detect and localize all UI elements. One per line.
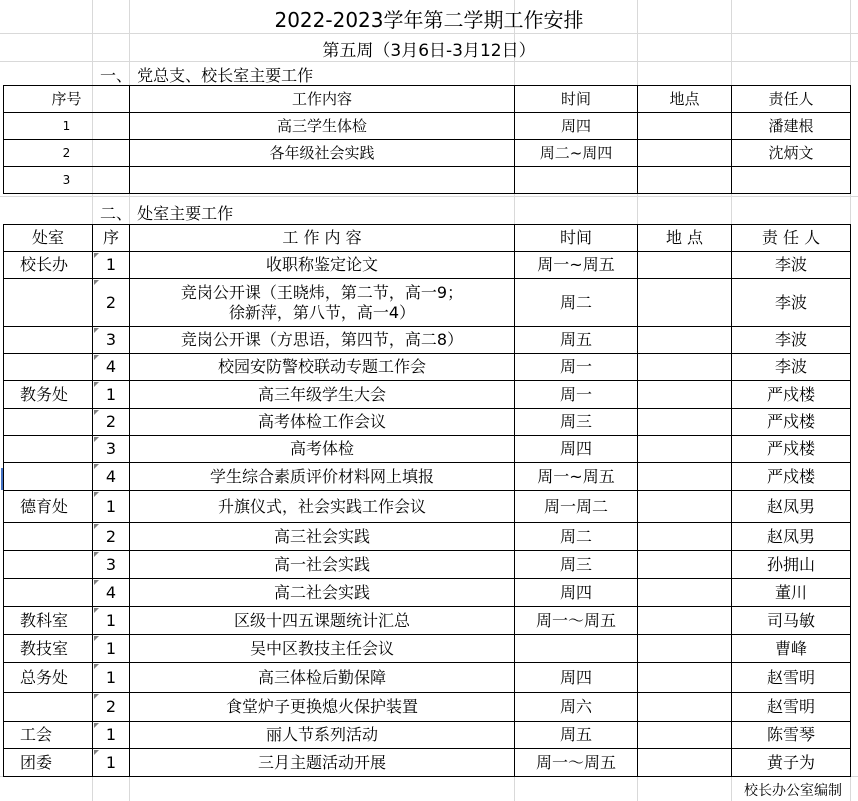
cell-owner[interactable]: 曹峰 — [732, 635, 851, 663]
cell-time[interactable]: 周一～周五 — [515, 749, 638, 777]
table-row[interactable] — [4, 693, 851, 722]
cell-owner[interactable]: 严戍楼 — [732, 463, 851, 491]
cell-seq[interactable]: 4 — [93, 579, 130, 607]
cell-dept[interactable]: 教务处 — [4, 381, 93, 409]
cell-dept[interactable] — [4, 436, 93, 463]
cell-owner[interactable]: 李波 — [732, 252, 851, 279]
cell-time[interactable]: 周四 — [515, 579, 638, 607]
table-row[interactable] — [4, 491, 851, 523]
cell-owner[interactable] — [732, 167, 851, 194]
cell-place[interactable] — [638, 693, 732, 722]
cell-place[interactable] — [638, 579, 732, 607]
cell-place[interactable] — [638, 436, 732, 463]
cell-time[interactable]: 周二 — [515, 523, 638, 551]
cell-time[interactable]: 周二 — [515, 279, 638, 327]
cell-content[interactable]: 学生综合素质评价材料网上填报 — [130, 463, 515, 491]
cell-content[interactable] — [130, 167, 515, 194]
header-seq: 序号 — [4, 86, 130, 113]
cell-content[interactable]: 高一社会实践 — [130, 551, 515, 579]
cell-dept[interactable]: 德育处 — [4, 491, 93, 523]
cell-owner[interactable]: 李波 — [732, 327, 851, 354]
header-seq: 序 — [93, 225, 130, 252]
cell-owner[interactable]: 李波 — [732, 279, 851, 327]
footer-credit: 校长办公室编制 — [744, 783, 842, 799]
table-row[interactable] — [4, 409, 851, 436]
cell-time[interactable]: 周三 — [515, 409, 638, 436]
cell-content[interactable]: 各年级社会实践 — [130, 140, 515, 167]
table-row[interactable] — [4, 140, 851, 167]
leadership-work-table — [3, 85, 851, 194]
header-place: 地 点 — [638, 225, 732, 252]
cell-dept[interactable] — [4, 463, 93, 491]
cell-owner[interactable]: 潘建根 — [732, 113, 851, 140]
cell-place[interactable] — [638, 635, 732, 663]
table-row[interactable] — [4, 607, 851, 635]
cell-time[interactable]: 周四 — [515, 436, 638, 463]
cell-seq[interactable]: 3 — [93, 436, 130, 463]
cell-place[interactable] — [638, 463, 732, 491]
cell-place[interactable] — [638, 252, 732, 279]
cell-time[interactable]: 周一~周五 — [515, 252, 638, 279]
cell-content-line1: 竞岗公开课（王晓炜，第二节，高一9； — [180, 282, 464, 302]
cell-seq[interactable]: 4 — [93, 354, 130, 381]
cell-place[interactable] — [638, 607, 732, 635]
cell-content[interactable]: 区级十四五课题统计汇总 — [130, 607, 515, 635]
cell-content[interactable]: 丽人节系列活动 — [130, 722, 515, 749]
cell-seq[interactable]: 2 — [93, 693, 130, 722]
cell-time[interactable]: 周六 — [515, 693, 638, 722]
cell-place[interactable] — [638, 663, 732, 693]
cell-seq[interactable]: 1 — [93, 607, 130, 635]
table-row[interactable] — [4, 463, 851, 491]
cell-content[interactable]: 校园安防警校联动专题工作会 — [130, 354, 515, 381]
cell-dept[interactable]: 团委 — [4, 749, 93, 777]
cell-seq[interactable]: 1 — [93, 252, 130, 279]
cell-owner[interactable]: 赵凤男 — [732, 523, 851, 551]
cell-dept[interactable] — [4, 327, 93, 354]
cell-content[interactable]: 升旗仪式，社会实践工作会议 — [130, 491, 515, 523]
cell-place[interactable] — [638, 749, 732, 777]
cell-owner[interactable]: 赵雪明 — [732, 693, 851, 722]
cell-dept[interactable] — [4, 409, 93, 436]
cell-time[interactable]: 周五 — [515, 327, 638, 354]
header-time: 时间 — [515, 86, 638, 113]
cell-time[interactable] — [515, 167, 638, 194]
cell-place[interactable] — [638, 551, 732, 579]
cell-content[interactable]: 食堂炉子更换熄火保护装置 — [130, 693, 515, 722]
cell-owner[interactable]: 陈雪琴 — [732, 722, 851, 749]
header-owner: 责 任 人 — [732, 225, 851, 252]
table-header-row — [4, 225, 851, 252]
table-row[interactable] — [4, 722, 851, 749]
header-time: 时间 — [515, 225, 638, 252]
cell-time[interactable]: 周一～周五 — [515, 607, 638, 635]
cell-seq[interactable]: 1 — [4, 113, 130, 140]
cell-dept[interactable] — [4, 579, 93, 607]
header-content: 工作内容 — [130, 86, 515, 113]
cell-content[interactable]: 高考体检工作会议 — [130, 409, 515, 436]
cell-place[interactable] — [638, 409, 732, 436]
cell-content[interactable] — [130, 279, 515, 327]
table-header-row — [4, 86, 851, 113]
cell-time[interactable]: 周一~周五 — [515, 463, 638, 491]
cell-place[interactable] — [638, 140, 732, 167]
cell-seq[interactable]: 4 — [93, 463, 130, 491]
department-work-table — [3, 224, 851, 777]
cell-seq[interactable]: 1 — [93, 635, 130, 663]
cell-seq[interactable]: 1 — [93, 381, 130, 409]
table-row[interactable] — [4, 663, 851, 693]
cell-dept[interactable] — [4, 279, 93, 327]
cell-content[interactable]: 高二社会实践 — [130, 579, 515, 607]
cell-content[interactable]: 收职称鉴定论文 — [130, 252, 515, 279]
cell-time[interactable] — [515, 635, 638, 663]
table-row[interactable] — [4, 113, 851, 140]
cell-seq[interactable]: 2 — [93, 279, 130, 327]
cell-place[interactable] — [638, 722, 732, 749]
table-row[interactable] — [4, 579, 851, 607]
table-row[interactable] — [4, 167, 851, 194]
row-selection-marker — [1, 468, 3, 490]
cell-content[interactable]: 高三年级学生大会 — [130, 381, 515, 409]
cell-time[interactable]: 周一周二 — [515, 491, 638, 523]
page-title: 2022-2023学年第二学期工作安排 — [274, 8, 584, 32]
cell-owner[interactable]: 赵雪明 — [732, 663, 851, 693]
cell-dept[interactable] — [4, 354, 93, 381]
cell-content[interactable]: 吴中区教技主任会议 — [130, 635, 515, 663]
cell-owner[interactable]: 赵凤男 — [732, 491, 851, 523]
cell-place[interactable] — [638, 523, 732, 551]
cell-content[interactable]: 高三学生体检 — [130, 113, 515, 140]
cell-content[interactable]: 竞岗公开课（方思语，第四节，高二8） — [130, 327, 515, 354]
cell-place[interactable] — [638, 354, 732, 381]
table-row[interactable] — [4, 551, 851, 579]
cell-time[interactable]: 周一 — [515, 354, 638, 381]
table-row[interactable] — [4, 354, 851, 381]
cell-dept[interactable]: 教技室 — [4, 635, 93, 663]
cell-dept[interactable]: 总务处 — [4, 663, 93, 693]
cell-dept[interactable] — [4, 551, 93, 579]
table-row[interactable] — [4, 327, 851, 354]
cell-owner[interactable]: 沈炳文 — [732, 140, 851, 167]
cell-time[interactable]: 周二~周四 — [515, 140, 638, 167]
cell-dept[interactable] — [4, 523, 93, 551]
cell-owner[interactable]: 李波 — [732, 354, 851, 381]
cell-seq[interactable]: 3 — [93, 327, 130, 354]
cell-seq[interactable]: 3 — [4, 167, 130, 194]
cell-place[interactable] — [638, 279, 732, 327]
cell-dept[interactable] — [4, 693, 93, 722]
cell-content[interactable]: 三月主题活动开展 — [130, 749, 515, 777]
cell-time[interactable]: 周四 — [515, 663, 638, 693]
cell-place[interactable] — [638, 167, 732, 194]
table-row[interactable] — [4, 749, 851, 777]
cell-place[interactable] — [638, 113, 732, 140]
cell-owner[interactable]: 严戍楼 — [732, 409, 851, 436]
cell-content-line2: 徐新萍，第八节，高一4） — [228, 302, 416, 322]
cell-owner[interactable]: 黄子为 — [732, 749, 851, 777]
header-owner: 责任人 — [732, 86, 851, 113]
cell-dept[interactable]: 教科室 — [4, 607, 93, 635]
table-row[interactable] — [4, 279, 851, 327]
table-row[interactable] — [4, 381, 851, 409]
cell-place[interactable] — [638, 381, 732, 409]
cell-seq[interactable]: 1 — [93, 663, 130, 693]
table-row[interactable] — [4, 436, 851, 463]
header-dept: 处室 — [4, 225, 93, 252]
cell-seq[interactable]: 2 — [93, 523, 130, 551]
header-place: 地点 — [638, 86, 732, 113]
table-row[interactable] — [4, 635, 851, 663]
cell-seq[interactable]: 1 — [93, 749, 130, 777]
cell-content[interactable]: 高三社会实践 — [130, 523, 515, 551]
cell-owner[interactable]: 司马敏 — [732, 607, 851, 635]
header-content: 工 作 内 容 — [130, 225, 515, 252]
cell-place[interactable] — [638, 327, 732, 354]
cell-owner[interactable]: 孙拥山 — [732, 551, 851, 579]
cell-content[interactable]: 高考体检 — [130, 436, 515, 463]
cell-seq[interactable]: 3 — [93, 551, 130, 579]
cell-seq[interactable]: 2 — [4, 140, 130, 167]
cell-time[interactable]: 周四 — [515, 113, 638, 140]
cell-dept[interactable]: 工会 — [4, 722, 93, 749]
cell-time[interactable]: 周三 — [515, 551, 638, 579]
cell-dept[interactable]: 校长办 — [4, 252, 93, 279]
cell-time[interactable]: 周五 — [515, 722, 638, 749]
cell-seq[interactable]: 2 — [93, 409, 130, 436]
cell-place[interactable] — [638, 491, 732, 523]
table-row[interactable] — [4, 252, 851, 279]
cell-content[interactable]: 高三体检后勤保障 — [130, 663, 515, 693]
cell-owner[interactable]: 严戍楼 — [732, 381, 851, 409]
table-row[interactable] — [4, 523, 851, 551]
cell-seq[interactable]: 1 — [93, 491, 130, 523]
page-subtitle: 第五周（3月6日-3月12日） — [322, 41, 536, 61]
cell-time[interactable]: 周一 — [515, 381, 638, 409]
section1-heading: 一、 党总支、校长室主要工作 — [100, 66, 314, 85]
cell-owner[interactable]: 严戍楼 — [732, 436, 851, 463]
section2-heading: 二、 处室主要工作 — [100, 204, 234, 223]
cell-seq[interactable]: 1 — [93, 722, 130, 749]
cell-owner[interactable]: 董川 — [732, 579, 851, 607]
